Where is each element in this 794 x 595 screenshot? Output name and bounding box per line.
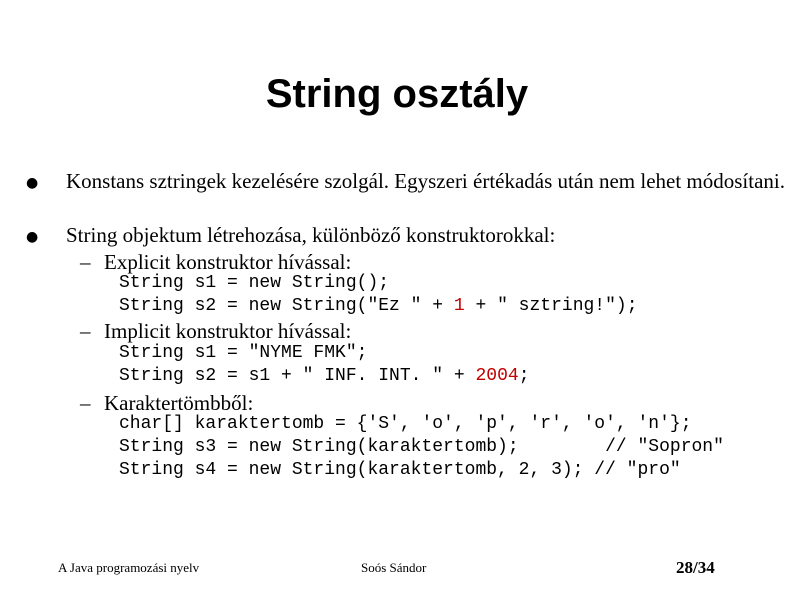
sub-bullet-explicit-label: Explicit konstruktor hívással:	[104, 250, 352, 274]
slide-title: String osztály	[265, 72, 529, 116]
sub-bullet-dash: –	[80, 391, 91, 415]
footer-course-title: A Java programozási nyelv	[58, 560, 200, 575]
code-line-chararray-3: String s4 = new String(karaktertomb, 2, 3); // "pro"	[119, 460, 681, 480]
bullet-dot-icon: ●	[26, 229, 39, 245]
sub-bullet-dash: –	[80, 250, 91, 274]
sub-bullet-implicit-label: Implicit konstruktor hívással:	[104, 319, 352, 343]
code-line-explicit-2	[119, 295, 638, 318]
code-text: ;	[518, 366, 530, 386]
code-line-implicit-1: String s1 = "NYME FMK";	[119, 343, 368, 363]
footer-author: Soós Sándor	[361, 560, 427, 575]
code-line-implicit-2	[119, 365, 530, 388]
code-line-chararray-2: String s3 = new String(karaktertomb); // "Sopron"	[119, 437, 724, 457]
code-text: + " sztring!");	[464, 296, 638, 316]
bullet-1-text: Konstans sztringek kezelésére szolgál. Egyszeri értékadás után nem lehet módosítani.	[66, 169, 786, 193]
page-number: 28/34	[676, 558, 715, 577]
bullet-2-text: String objektum létrehozása, különböző konstruktorokkal:	[66, 223, 556, 247]
sub-bullet-chararray-label: Karaktertömbből:	[104, 391, 254, 415]
code-text: String s2 = new String("Ez " +	[119, 296, 454, 316]
bullet-dot-icon: ●	[26, 175, 39, 191]
code-line-chararray-1: char[] karaktertomb = {'S', 'o', 'p', 'r', 'o', 'n'};	[119, 414, 692, 434]
sub-bullet-dash: –	[80, 319, 91, 343]
code-line-explicit-1: String s1 = new String();	[119, 273, 390, 293]
code-text: String s2 = s1 + " INF. INT. " +	[119, 366, 476, 386]
number-literal: 1	[453, 296, 465, 316]
number-literal: 2004	[475, 366, 519, 386]
